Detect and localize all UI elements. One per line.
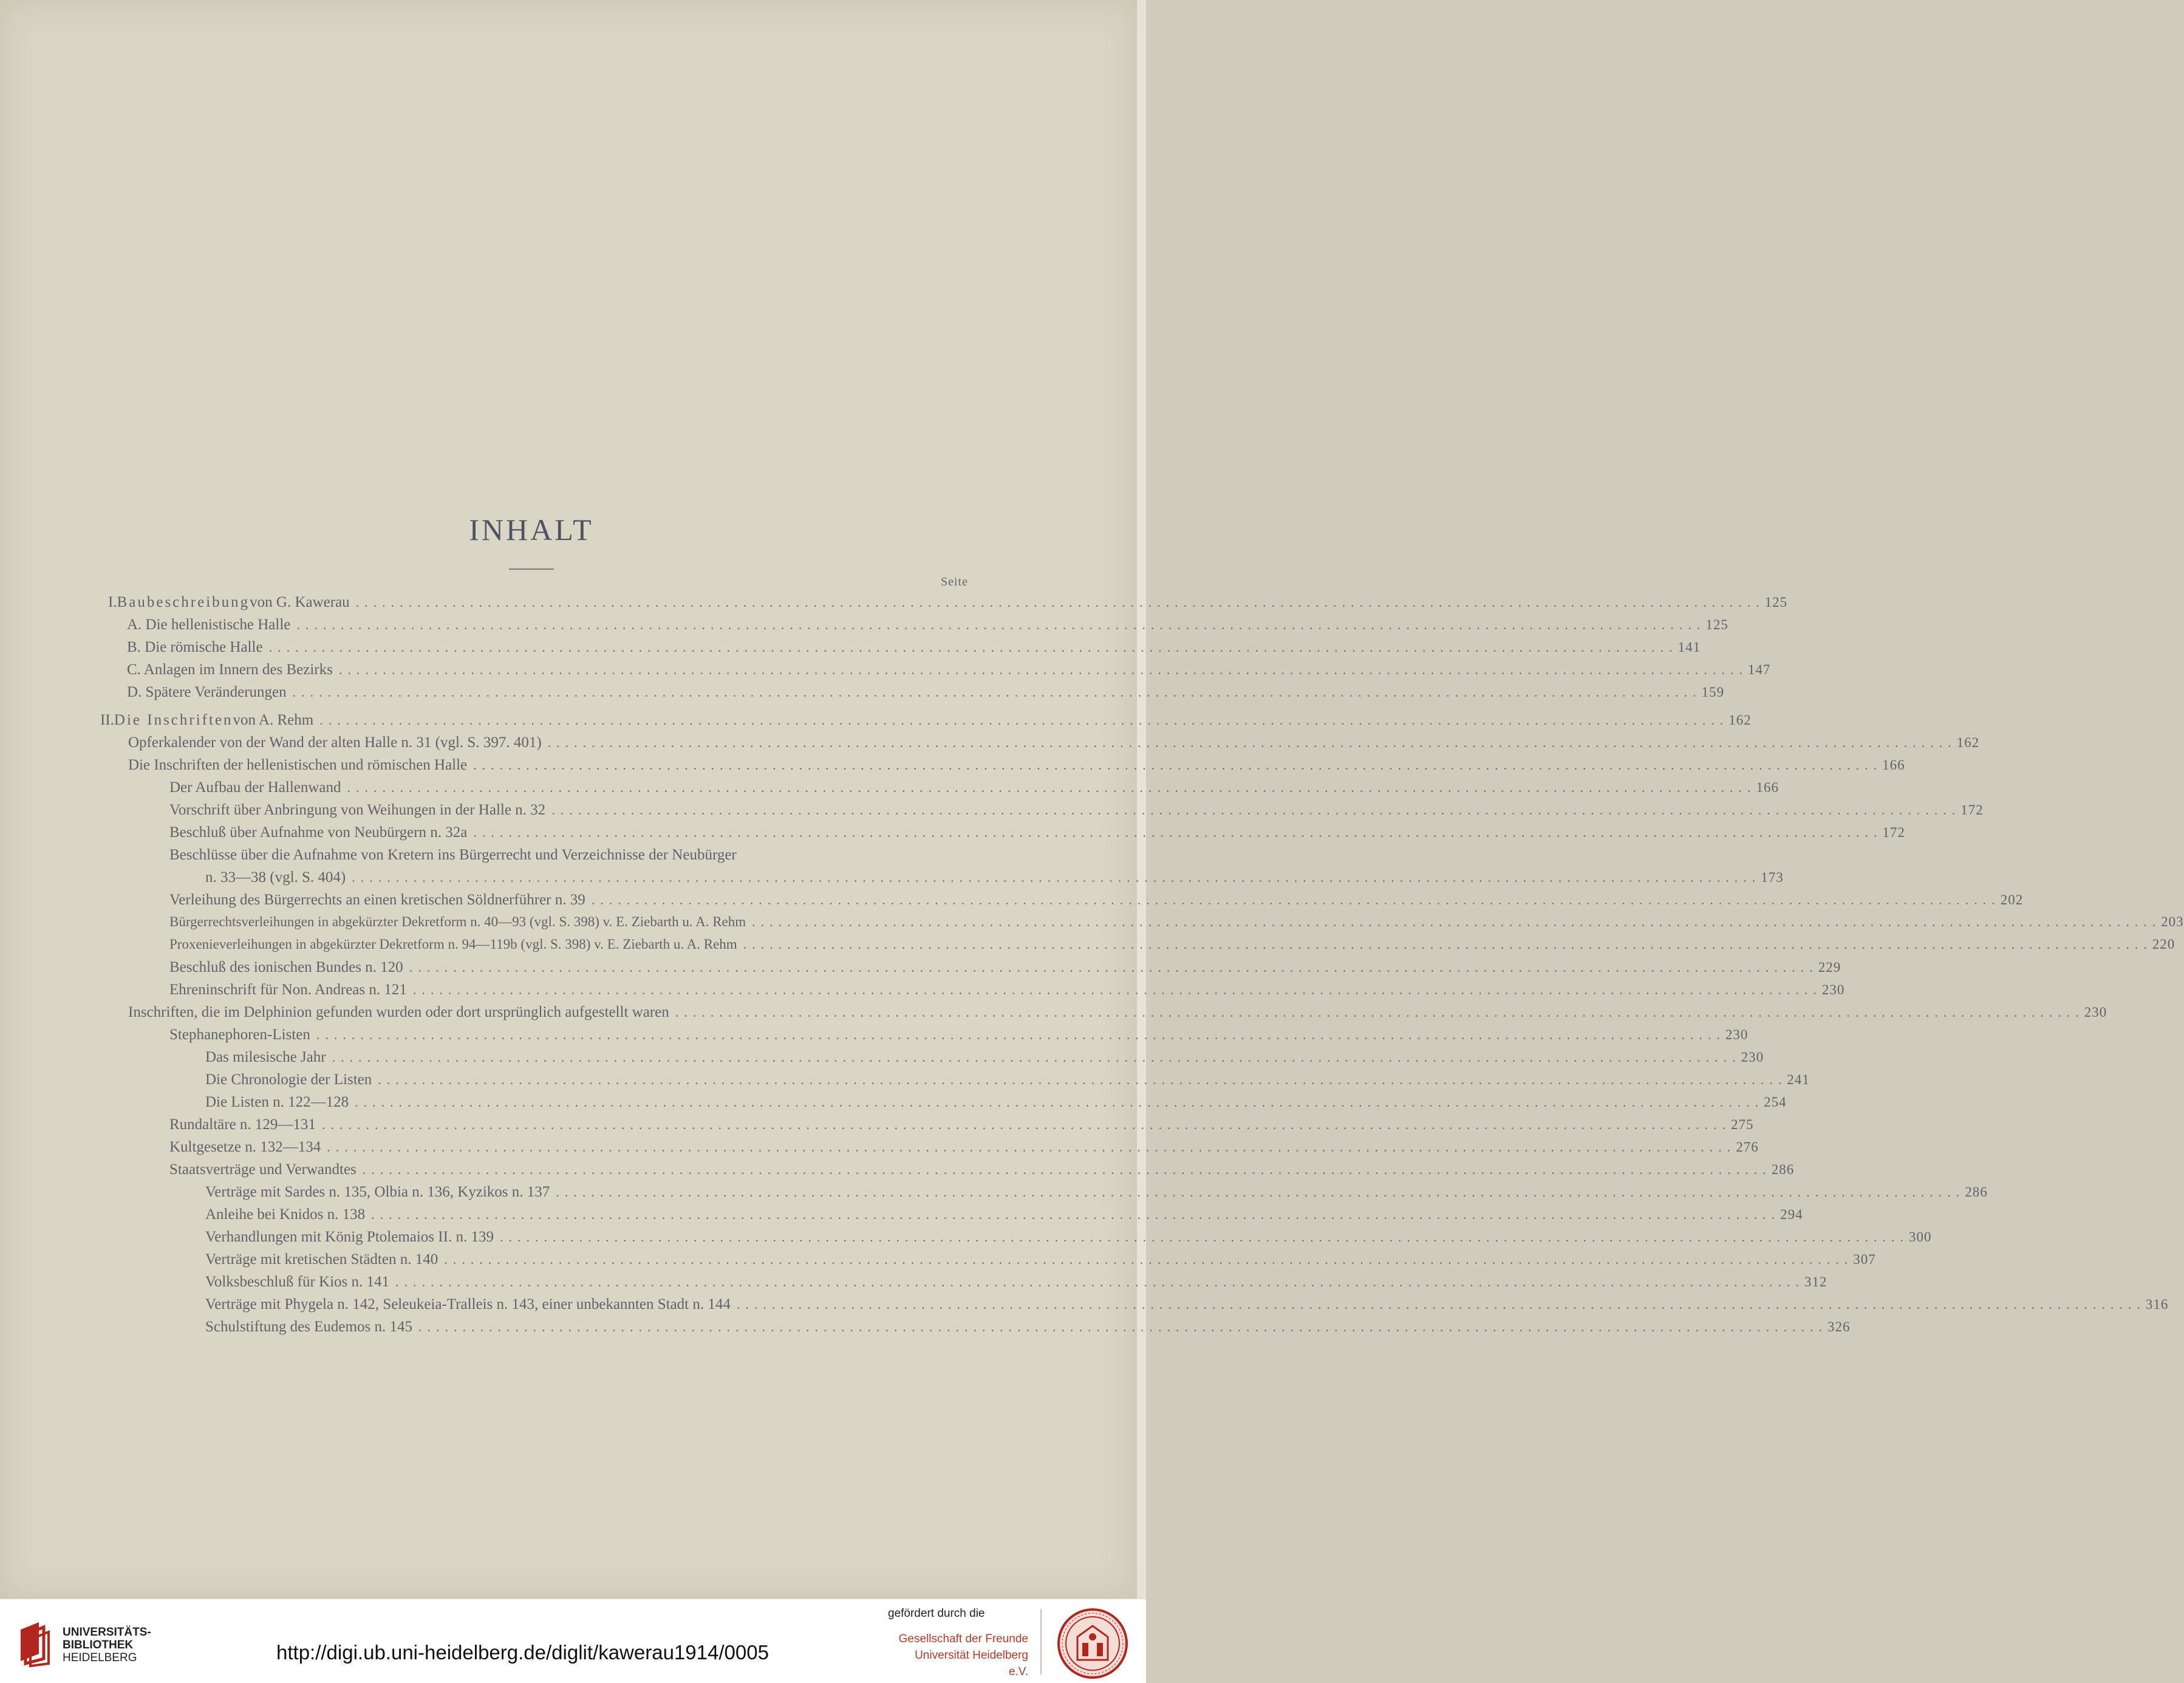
entry-title: n. 33—38 (vgl. S. 404) [205, 869, 346, 886]
leader-dots: ................................................................................................................................................................ [316, 1027, 1725, 1042]
entry-title: Verträge mit Phygela n. 142, Seleukeia-Tralleis n. 143, einer unbekannten Stadt n. 144 [205, 1296, 731, 1313]
leader-dots: ................................................................................................................................................................ [499, 1229, 1909, 1244]
page-number: 162 [1728, 712, 1752, 728]
leader-dots: ................................................................................................................................................................ [551, 802, 1961, 818]
entry-title: Stephanephoren-Listen [169, 1026, 310, 1043]
entry-title: Der Aufbau der Hallenwand [169, 779, 341, 796]
toc-entry[interactable] [205, 1071, 1810, 1093]
page-number: 307 [1853, 1252, 1876, 1267]
page-number: 241 [1787, 1072, 1810, 1087]
toc-entry[interactable] [127, 661, 1771, 683]
sponsor-intro: gefördert durch die [888, 1607, 985, 1620]
entry-title: Rundaltäre n. 129—131 [169, 1116, 316, 1133]
page-number: 286 [1965, 1184, 1988, 1200]
toc-entry[interactable] [127, 616, 1728, 638]
toc-entry[interactable] [205, 1296, 2169, 1318]
sponsor-divider [1040, 1609, 1042, 1674]
leader-dots: ................................................................................................................................................................ [292, 684, 1702, 700]
sponsor-name [893, 1631, 1028, 1680]
leader-dots: ................................................................................................................................................................ [395, 1274, 1805, 1289]
university-seal-icon [1057, 1608, 1128, 1679]
toc-entry[interactable] [127, 684, 1725, 706]
page-number: 166 [1882, 757, 1905, 773]
toc-entry[interactable] [169, 1139, 1759, 1161]
entry-title: A. Die hellenistische Halle [127, 616, 291, 633]
leader-dots: ................................................................................................................................................................ [347, 780, 1756, 795]
leader-dots: ................................................................................................................................................................ [327, 1139, 1736, 1155]
entry-title: Beschluß des ionischen Bundes n. 120 [169, 959, 403, 975]
page-number: 147 [1747, 662, 1771, 677]
page-column-label: Seite [941, 575, 968, 589]
entry-title: Vorschrift über Anbringung von Weihungen in der Halle n. 32 [169, 802, 546, 818]
toc-entry[interactable] [169, 1116, 1754, 1138]
page-number: 229 [1818, 960, 1841, 975]
university-library-logo-icon [15, 1619, 57, 1667]
leader-dots: ................................................................................................................................................................ [556, 1184, 1965, 1200]
section-author: von G. Kawerau [250, 594, 350, 610]
document-url[interactable]: http://digi.ub.uni-heidelberg.de/diglit/kawerau1914/0005 [276, 1641, 769, 1664]
section-author: von A. Rehm [233, 712, 314, 728]
entry-title: Opferkalender von der Wand der alten Halle n. 31 (vgl. S. 397. 401) [128, 734, 542, 751]
leader-dots: ................................................................................................................................................................ [418, 1319, 1827, 1334]
page-number: 276 [1736, 1139, 1759, 1155]
toc-entry[interactable] [205, 1274, 1827, 1296]
entry-title: Verhandlungen mit König Ptolemaios II. n. 139 [205, 1229, 494, 1245]
leader-dots: ................................................................................................................................................................ [378, 1072, 1787, 1087]
toc-entry[interactable] [169, 824, 1905, 846]
toc-entry[interactable] [169, 779, 1780, 801]
section-number: II. [100, 712, 114, 728]
toc-entry[interactable] [205, 1229, 1932, 1251]
toc-entry[interactable] [128, 757, 1905, 779]
page-number: 125 [1705, 617, 1728, 632]
toc-entry[interactable] [108, 594, 1788, 616]
page-number: 230 [1821, 982, 1845, 997]
entry-title: Verträge mit Sardes n. 135, Olbia n. 136, Kyzikos n. 137 [205, 1184, 550, 1200]
leader-dots: ................................................................................................................................................................ [296, 617, 1706, 632]
library-name-line: HEIDELBERG [63, 1651, 137, 1664]
entry-title: Volksbeschluß für Kios n. 141 [205, 1274, 390, 1290]
page-number: 166 [1756, 780, 1780, 795]
leader-dots: ................................................................................................................................................................ [736, 1297, 2146, 1312]
page-number: 220 [2152, 937, 2175, 952]
entry-title: D. Spätere Veränderungen [127, 684, 287, 700]
page-title: INHALT [469, 513, 594, 547]
sponsor-name-line: Gesellschaft der Freunde [898, 1633, 1028, 1645]
page-number: 162 [1956, 735, 1980, 750]
entry-title: Die Chronologie der Listen [205, 1071, 372, 1088]
toc-entry[interactable] [169, 959, 1841, 981]
toc-entry[interactable] [169, 981, 1845, 1003]
section-title: Die Inschriften [114, 712, 233, 728]
entry-title: Beschluß über Aufnahme von Neubürgern n. 32a [169, 824, 468, 841]
page-number: 326 [1827, 1319, 1851, 1334]
toc-entry[interactable] [128, 734, 1980, 756]
leader-dots: ................................................................................................................................................................ [371, 1207, 1781, 1222]
entry-title: Ehreninschrift für Non. Andreas n. 121 [169, 981, 407, 998]
leader-dots: ................................................................................................................................................................ [591, 892, 2001, 907]
page-number: 312 [1804, 1274, 1827, 1289]
leader-dots: ................................................................................................................................................................ [362, 1162, 1772, 1177]
toc-entry[interactable] [169, 937, 2175, 958]
toc-entry-continuation[interactable] [205, 869, 1784, 891]
entry-title: Das milesische Jahr [205, 1049, 326, 1065]
leader-dots: ................................................................................................................................................................ [319, 712, 1729, 728]
toc-entry[interactable] [128, 1004, 2107, 1026]
leader-dots: ................................................................................................................................................................ [332, 1050, 1741, 1065]
leader-dots: ................................................................................................................................................................ [355, 595, 1765, 610]
toc-entry[interactable] [169, 802, 1984, 824]
page-number: 125 [1764, 595, 1788, 610]
page-number: 294 [1780, 1207, 1803, 1222]
toc-entry[interactable] [169, 892, 2024, 913]
entry-title: Proxenieverleihungen in abgekürzter Dekretform n. 94—119b (vgl. S. 398) v. E. Ziebarth u. A. Rehm [169, 937, 737, 952]
toc-entry[interactable] [169, 1161, 1795, 1183]
sponsor-name-line: Universität Heidelberg e.V. [915, 1649, 1028, 1678]
section-number: I. [108, 594, 117, 610]
page-number: 316 [2145, 1297, 2169, 1312]
entry-title: Schulstiftung des Eudemos n. 145 [205, 1319, 412, 1335]
entry-title: Inschriften, die im Delphinion gefunden wurden oder dort ursprünglich aufgestellt waren [128, 1004, 669, 1020]
page-number: 172 [1882, 825, 1905, 840]
toc-entry[interactable] [127, 639, 1701, 661]
page-number: 203 [2161, 914, 2184, 929]
leader-dots: ................................................................................................................................................................ [412, 982, 1822, 997]
toc-entry[interactable] [100, 712, 1752, 734]
leader-dots: ................................................................................................................................................................ [352, 870, 1761, 885]
entry-title: C. Anlagen im Innern des Bezirks [127, 661, 333, 678]
leader-dots: ................................................................................................................................................................ [338, 662, 1748, 677]
entry-title: Staatsverträge und Verwandtes [169, 1161, 357, 1178]
entry-title: Kultgesetze n. 132—134 [169, 1139, 321, 1155]
leader-dots: ................................................................................................................................................................ [547, 735, 1957, 750]
toc-entry[interactable] [205, 1094, 1787, 1116]
page-number: 254 [1764, 1094, 1787, 1110]
toc-entry[interactable] [205, 1319, 1851, 1340]
toc-entry[interactable] [205, 1206, 1803, 1228]
entry-title: Die Listen n. 122—128 [205, 1094, 349, 1110]
page-number: 173 [1761, 870, 1784, 885]
entry-title: Anleihe bei Knidos n. 138 [205, 1206, 366, 1223]
leader-dots: ................................................................................................................................................................ [743, 937, 2152, 952]
toc-entry[interactable] [169, 914, 2184, 936]
page-number: 141 [1677, 640, 1701, 655]
leader-dots: ................................................................................................................................................................ [444, 1252, 1854, 1267]
entry-title: B. Die römische Halle [127, 639, 263, 655]
leader-dots: ................................................................................................................................................................ [752, 914, 2162, 929]
leader-dots: ................................................................................................................................................................ [409, 960, 1818, 975]
toc-entry[interactable] [205, 1251, 1876, 1273]
library-name-line: BIBLIOTHEK [63, 1639, 134, 1651]
page-number: 286 [1771, 1162, 1795, 1177]
library-name [63, 1626, 151, 1664]
page-number: 230 [2084, 1005, 2107, 1020]
leader-dots: ................................................................................................................................................................ [675, 1005, 2084, 1020]
page-number: 230 [1741, 1050, 1764, 1065]
page-number: 275 [1730, 1117, 1754, 1132]
leader-dots: ................................................................................................................................................................ [321, 1117, 1731, 1132]
leader-dots: ................................................................................................................................................................ [473, 825, 1883, 840]
library-name-line: UNIVERSITÄTS- [63, 1626, 151, 1639]
entry-title: Die Inschriften der hellenistischen und römischen Halle [128, 757, 468, 773]
entry-title: Verleihung des Bürgerrechts an einen kretischen Söldnerführer n. 39 [169, 892, 585, 908]
entry-title: Verträge mit kretischen Städten n. 140 [205, 1251, 439, 1268]
leader-dots: ................................................................................................................................................................ [355, 1094, 1764, 1110]
page-number: 172 [1960, 802, 1984, 818]
toc-entry[interactable] [169, 1026, 1749, 1048]
section-title: Baubeschreibung [117, 594, 250, 610]
toc-entry[interactable] [205, 1184, 1988, 1206]
leader-dots: ................................................................................................................................................................ [268, 640, 1678, 655]
page-number: 230 [1725, 1027, 1749, 1042]
leader-dots: ................................................................................................................................................................ [473, 757, 1883, 773]
toc-entry[interactable] [205, 1049, 1764, 1071]
page-number: 159 [1701, 684, 1725, 700]
toc-entry-first-line[interactable]: Beschlüsse über die Aufnahme von Kretern ins Bürgerrecht und Verzeichnisse der Neubürger [169, 847, 737, 863]
page-number: 202 [2000, 892, 2024, 907]
page-number: 300 [1908, 1229, 1932, 1244]
viewer-footer [0, 1599, 1146, 1683]
entry-title: Bürgerrechtsverleihungen in abgekürzter Dekretform n. 40—93 (vgl. S. 398) v. E. Ziebarth u. A. Rehm [169, 914, 746, 929]
